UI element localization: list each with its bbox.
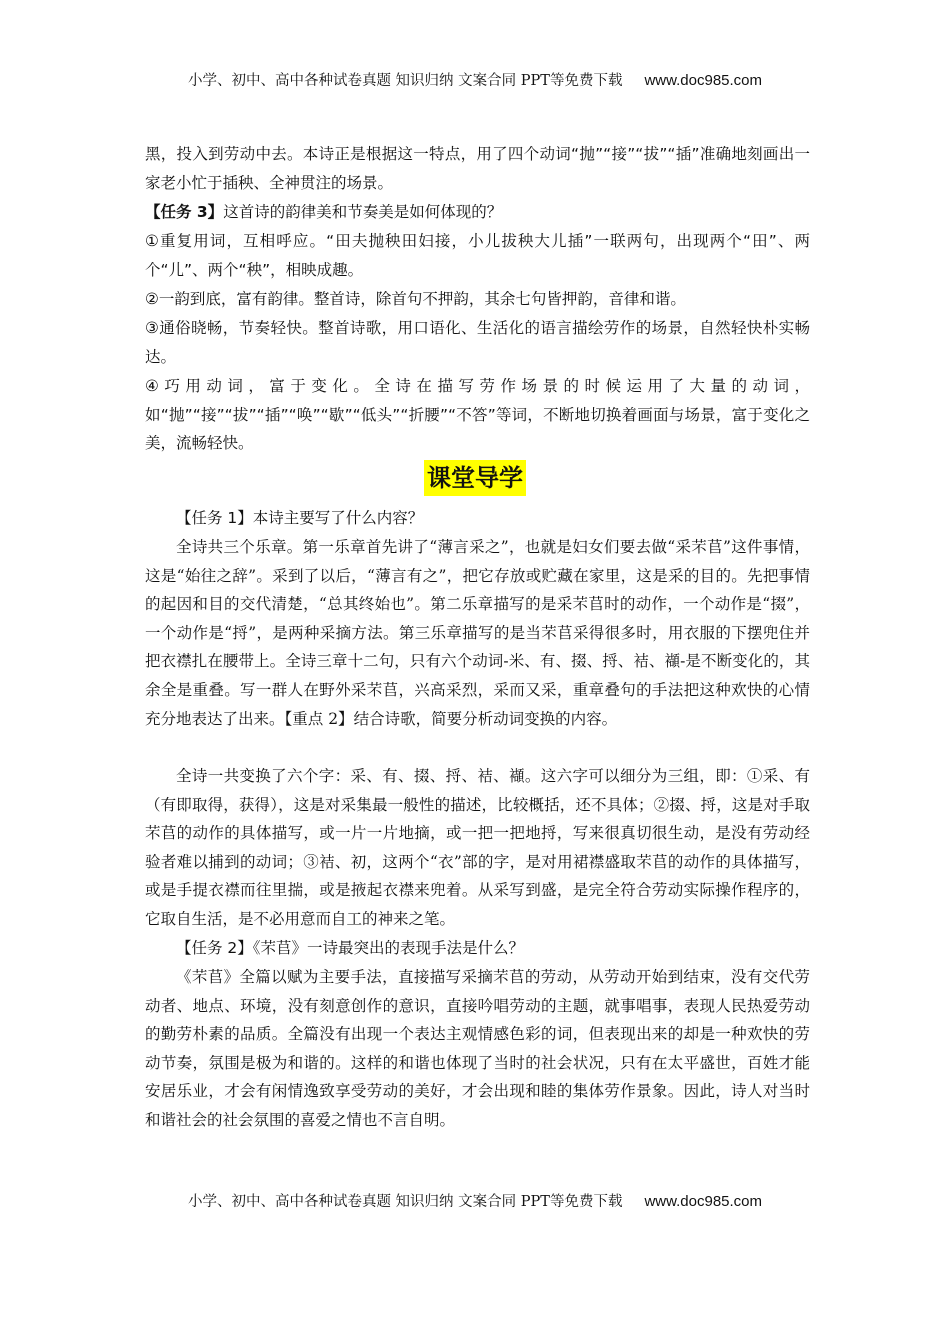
- task1-answer: 全诗共三个乐章。第一乐章首先讲了“薄言采之”，也就是妇女们要去做“采芣苢”这件事情，这是“始往之辞”。采到了以后，“薄言有之”，把它存放或贮藏在家里，这是采的目的。先把事情的起因和目的交代清楚，“总其终始也”。第二乐章描写的是采芣苢时的动作，一个动作是“掇”，一个动作是“捋”，是两种采摘方法。第三乐章描写的是当芣苢采得很多时，用衣服的下摆兜住并把衣襟扎在腰带上。全诗三章十二句，只有六个动词-米、有、掇、捋、袺、襭-是不断变化的，其余全是重叠。写一群人在野外采芣苢，兴高采烈，采而又采，重章叠句的手法把这种欢快的心情充分地表达了出来。: [145, 538, 810, 728]
- task2-label: 【任务 2】: [176, 939, 253, 957]
- task1-question: 本诗主要写了什么内容？: [252, 509, 424, 527]
- task1-label: 【任务 1】: [176, 509, 253, 527]
- footer-text: 小学、初中、高中各种试卷真题 知识归纳 文案合同 PPT等免费下载: [187, 1194, 623, 1210]
- key2-question: 结合诗歌，简要分析动词变换的内容。: [353, 709, 618, 728]
- task1-answer-block: [145, 533, 810, 733]
- point-1: ①重复用词，互相呼应。“田夫抛秧田妇接，小儿拔秧大儿插”一联两句，出现两个“田”、两个“儿”、两个“秧”，相映成趣。: [145, 232, 810, 279]
- page-header: [0, 69, 950, 90]
- key2-label: 【重点 2】: [284, 709, 354, 728]
- task2-heading: [145, 934, 810, 963]
- section-title-wrap: [0, 460, 950, 496]
- page-footer: [0, 1190, 950, 1211]
- header-url-link[interactable]: www.doc985.com: [644, 72, 763, 89]
- point-2: ②一韵到底，富有韵律。整首诗，除首句不押韵，其余七句皆押韵，音律和谐。: [145, 290, 686, 308]
- task1-heading: [145, 504, 810, 533]
- header-text: 小学、初中、高中各种试卷真题 知识归纳 文案合同 PPT等免费下载: [187, 73, 623, 89]
- task3-heading: [145, 198, 810, 227]
- task2-question: 《芣苢》一诗最突出的表现手法是什么？: [252, 939, 525, 957]
- task3-label: 【任务 3】: [145, 203, 224, 221]
- section-title: 课堂导学: [424, 460, 526, 496]
- point-3: ③通俗晓畅，节奏轻快。整首诗歌，用口语化、生活化的语言描绘劳作的场景，自然轻快朴实畅达。: [145, 319, 810, 366]
- intro-paragraph: 黑，投入到劳动中去。本诗正是根据这一特点，用了四个动词“抛”“接”“拔”“插”准确地刻画出一家老小忙于插秧、全神贯注的场景。: [145, 145, 810, 192]
- key2-answer: 全诗一共变换了六个字：采、有、掇、捋、袺、襭。这六字可以细分为三组，即：①采、有（有即取得，获得），这是对采集最一般性的描述，比较概括，还不具体；②掇、捋，这是对手取芣苢的动作的具体描写，或一片一片地摘，或一把一把地捋，写来很真切很生动，是没有劳动经验者难以捕到的动词；③袺、初，这两个“衣”部的字，是对用裙襟盛取芣苢的动作的具体描写，或是手提衣襟而往里揣，或是掖起衣襟来兜着。从采写到盛，是完全符合劳动实际操作程序的，它取自生活，是不必用意而自工的神来之笔。: [145, 767, 810, 928]
- task2-answer: 《芣苢》全篇以赋为主要手法，直接描写采摘芣苢的劳动，从劳动开始到结束，没有交代劳动者、地点、环境，没有刻意创作的意识，直接吟唱劳动的主题，就事唱事，表现人民热爱劳动的勤劳朴素的品质。全篇没有出现一个表达主观情感色彩的词，但表现出来的却是一种欢快的劳动节奏，氛围是极为和谐的。这样的和谐也体现了当时的社会状况，只有在太平盛世，百姓才能安居乐业，才会有闲情逸致享受劳动的美好，才会出现和睦的集体劳作景象。因此，诗人对当时和谐社会的社会氛围的喜爱之情也不言自明。: [145, 968, 810, 1129]
- footer-url-link[interactable]: www.doc985.com: [644, 1193, 763, 1210]
- task3-question: 这首诗的韵律美和节奏美是如何体现的？: [223, 203, 503, 221]
- point-4: ④巧用动词，富于变化。全诗在描写劳作场景的时候运用了大量的动词，如“抛”“接”“拔”“插”“唤”“歇”“低头”“折腰”“不答”等词，不断地切换着画面与场景，富于变化之美，流畅轻快。: [145, 377, 810, 453]
